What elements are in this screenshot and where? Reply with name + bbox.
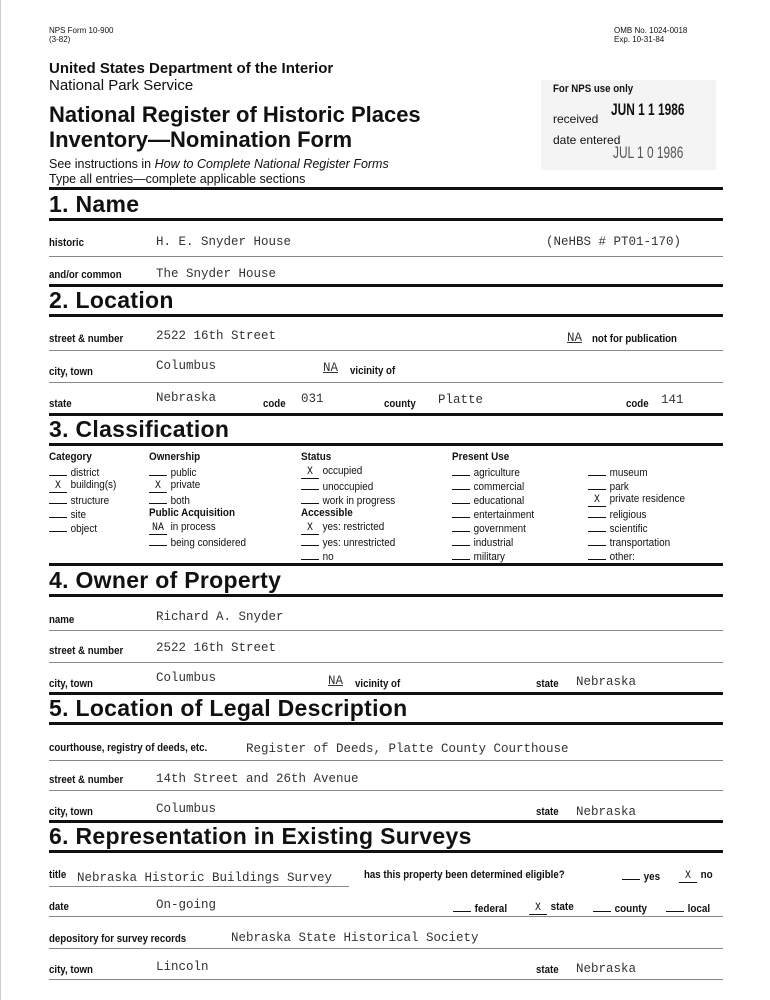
common-label: and/or common (49, 269, 122, 281)
option-label: being considered (170, 537, 247, 549)
entered-stamp: JUL 1 0 1986 (613, 143, 684, 162)
checkbox-mark (301, 535, 319, 546)
checkbox-mark: X (529, 904, 547, 915)
state-code: 031 (301, 392, 324, 406)
legal-street: 14th Street and 26th Avenue (156, 772, 359, 786)
option-label: unoccupied (322, 481, 374, 493)
checkbox-mark: X (149, 482, 167, 493)
level-state[interactable] (529, 901, 574, 915)
legal-state-label: state (536, 806, 559, 818)
option-label: yes: unrestricted (322, 537, 396, 549)
checkbox-option[interactable] (301, 521, 395, 535)
checkbox-option[interactable] (452, 521, 534, 535)
option-label: educational (473, 495, 525, 507)
legal-city: Columbus (156, 802, 217, 816)
checkbox-mark: X (301, 468, 319, 479)
checkbox-option[interactable] (301, 535, 395, 549)
divider (49, 850, 723, 853)
form-number: NPS Form 10-900 (49, 26, 114, 35)
option-label: religious (609, 509, 647, 521)
checkbox-mark (666, 901, 684, 912)
option-label: occupied (322, 465, 363, 477)
checkbox-option[interactable] (588, 521, 685, 535)
option-label: military (473, 551, 505, 563)
divider (49, 563, 723, 566)
checkbox-option[interactable] (149, 535, 246, 549)
state-label: state (49, 398, 72, 410)
survey-date-label: date (49, 901, 69, 913)
option-label: scientific (609, 523, 648, 535)
option-label: district (70, 467, 100, 479)
street-label: street & number (49, 333, 124, 345)
checkbox-option[interactable] (452, 479, 534, 493)
level-federal[interactable] (453, 901, 507, 915)
survey-city: Lincoln (156, 960, 209, 974)
survey-date: On-going (156, 898, 217, 912)
nfp-value: NA (567, 331, 583, 345)
level-county[interactable] (593, 901, 647, 915)
checkbox-mark: X (301, 524, 319, 535)
checkbox-option[interactable] (49, 479, 116, 493)
instructions: See instructions in How to Complete National Register Forms (49, 157, 389, 171)
option-label: private (170, 479, 201, 491)
survey-city-label: city, town (49, 964, 93, 976)
checkbox-mark (452, 507, 470, 518)
eligible-yes[interactable] (622, 869, 660, 883)
checkbox-option[interactable] (149, 493, 246, 507)
checkbox-mark (49, 465, 67, 476)
nps-use-only: For NPS use only (553, 83, 634, 95)
present-use-group-2 (588, 465, 685, 563)
eligible-no[interactable] (679, 869, 713, 883)
owner-street-label: street & number (49, 645, 124, 657)
historic-label: historic (49, 237, 84, 249)
checkbox-mark (149, 493, 167, 504)
checkbox-mark (301, 549, 319, 560)
checkbox-option[interactable] (301, 479, 395, 493)
option-label: entertainment (473, 509, 535, 521)
owner-city: Columbus (156, 671, 217, 685)
state-value: Nebraska (156, 391, 217, 405)
option-label: other: (609, 551, 635, 563)
section-4-heading: 4. Owner of Property (49, 567, 282, 593)
county-value: Platte (438, 393, 484, 407)
section-5-heading: 5. Location of Legal Description (49, 695, 408, 721)
option-label: local (687, 903, 711, 915)
checkbox-mark (452, 479, 470, 490)
checkbox-option[interactable] (49, 465, 116, 479)
option-label: no (322, 551, 334, 563)
county-code: 141 (661, 393, 684, 407)
group-title: Accessible (301, 507, 353, 519)
checkbox-mark (49, 493, 67, 504)
group-title: Public Acquisition (149, 507, 235, 519)
checkbox-mark (452, 493, 470, 504)
survey-state: Nebraska (576, 962, 637, 976)
divider (49, 594, 723, 597)
received-stamp: JUN 1 1 1986 (611, 100, 685, 119)
instructions-2: Type all entries—complete applicable sections (49, 172, 306, 186)
divider (49, 187, 723, 190)
field-line (49, 948, 723, 949)
ownership-group (149, 451, 246, 549)
checkbox-option[interactable] (588, 465, 685, 479)
option-label: park (609, 481, 629, 493)
checkbox-mark (49, 521, 67, 532)
option-label: site (70, 509, 87, 521)
divider (49, 722, 723, 725)
checkbox-mark (588, 535, 606, 546)
option-label: government (473, 523, 526, 535)
checkbox-mark (452, 535, 470, 546)
field-line (49, 886, 349, 887)
checkbox-mark: X (679, 872, 697, 883)
checkbox-mark: X (588, 496, 606, 507)
courthouse-value: Register of Deeds, Platte County Courthouse (246, 742, 569, 756)
date-entered-label: date entered (553, 133, 621, 147)
legal-state: Nebraska (576, 805, 637, 819)
checkbox-mark (588, 465, 606, 476)
option-label: industrial (473, 537, 514, 549)
checkbox-option[interactable] (49, 521, 116, 535)
field-line (49, 790, 723, 791)
depository-label: depository for survey records (49, 933, 187, 945)
owner-state: Nebraska (576, 675, 637, 689)
option-label: structure (70, 495, 110, 507)
checkbox-option[interactable] (301, 465, 395, 479)
group-title: Category (49, 451, 92, 463)
omb-number: OMB No. 1024-0018 (614, 26, 688, 35)
option-label: private residence (609, 493, 686, 505)
option-label: agriculture (473, 467, 520, 479)
field-line (49, 662, 723, 663)
received-label: received (553, 112, 599, 126)
owner-vicinity-value: NA (328, 674, 344, 688)
checkbox-mark (593, 901, 611, 912)
section-6-heading: 6. Representation in Existing Surveys (49, 823, 472, 849)
historic-name: H. E. Snyder House (156, 235, 292, 249)
form-title-2: Inventory—Nomination Form (49, 127, 353, 152)
common-name: The Snyder House (156, 267, 277, 281)
checkbox-mark (49, 507, 67, 518)
option-label: in process (170, 521, 216, 533)
checkbox-mark (453, 901, 471, 912)
checkbox-option[interactable] (452, 507, 534, 521)
form-title-1: National Register of Historic Places (49, 102, 421, 127)
checkbox-option[interactable] (149, 479, 246, 493)
field-line (49, 760, 723, 761)
option-label: public (170, 467, 197, 479)
nfp-label: not for publication (592, 333, 677, 345)
city-value: Columbus (156, 359, 217, 373)
checkbox-option[interactable] (588, 479, 685, 493)
option-label: county (614, 903, 648, 915)
courthouse-label: courthouse, registry of deeds, etc. (49, 742, 208, 754)
checkbox-mark (588, 479, 606, 490)
checkbox-option[interactable] (149, 465, 246, 479)
checkbox-option[interactable] (301, 549, 395, 563)
eligible-question: has this property been determined eligible? (364, 869, 565, 881)
survey-title: Nebraska Historic Buildings Survey (77, 871, 333, 885)
field-line (49, 382, 723, 383)
owner-city-label: city, town (49, 678, 93, 690)
checkbox-option[interactable] (588, 493, 685, 507)
vicinity-value: NA (323, 361, 339, 375)
expiration: Exp. 10-31-84 (614, 35, 665, 44)
option-label: commercial (473, 481, 525, 493)
group-title: Status (301, 451, 332, 463)
checkbox-option[interactable] (49, 507, 116, 521)
agency: National Park Service (49, 77, 194, 94)
option-label: state (550, 901, 574, 913)
divider (49, 314, 723, 317)
checkbox-mark (301, 493, 319, 504)
divider (49, 443, 723, 446)
owner-state-label: state (536, 678, 559, 690)
nehbs-number: (NeHBS # PT01-170) (546, 235, 682, 249)
option-label: yes: restricted (322, 521, 385, 533)
vicinity-label: vicinity of (350, 365, 396, 377)
divider (49, 218, 723, 221)
option-label: transportation (609, 537, 671, 549)
form-date: (3-82) (49, 35, 71, 44)
survey-title-label: title (49, 869, 67, 881)
option-label: work in progress (322, 495, 396, 507)
code-label-2: code (626, 398, 649, 410)
checkbox-mark: NA (149, 524, 167, 535)
checkbox-mark (149, 465, 167, 476)
depository-value: Nebraska State Historical Society (231, 931, 479, 945)
status-group (301, 451, 395, 563)
option-label: federal (474, 903, 508, 915)
field-line (49, 630, 723, 631)
checkbox-option[interactable] (452, 465, 534, 479)
checkbox-mark (452, 465, 470, 476)
field-line (49, 979, 723, 980)
category-group (49, 451, 116, 535)
group-title: Ownership (149, 451, 201, 463)
owner-street: 2522 16th Street (156, 641, 277, 655)
checkbox-option[interactable] (588, 549, 685, 563)
section-2-heading: 2. Location (49, 287, 174, 313)
legal-street-label: street & number (49, 774, 124, 786)
department: United States Department of the Interior (49, 60, 334, 77)
checkbox-mark (588, 507, 606, 518)
section-3-heading: 3. Classification (49, 416, 230, 442)
option-label: building(s) (70, 479, 117, 491)
checkbox-option[interactable] (452, 535, 534, 549)
checkbox-option[interactable] (588, 535, 685, 549)
checkbox-option[interactable] (301, 493, 395, 507)
checkbox-mark (149, 535, 167, 546)
checkbox-mark (588, 549, 606, 560)
field-line (49, 916, 723, 917)
option-label: museum (609, 467, 648, 479)
checkbox-option[interactable] (452, 549, 534, 563)
option-label: yes (643, 871, 661, 883)
option-label: object (70, 523, 98, 535)
field-line (49, 350, 723, 351)
checkbox-mark (452, 549, 470, 560)
checkbox-option[interactable] (452, 493, 534, 507)
checkbox-option[interactable] (49, 493, 116, 507)
owner-name-label: name (49, 614, 75, 626)
survey-state-label: state (536, 964, 559, 976)
owner-vicinity-label: vicinity of (355, 678, 401, 690)
legal-city-label: city, town (49, 806, 93, 818)
checkbox-mark: X (49, 482, 67, 493)
city-label: city, town (49, 366, 93, 378)
group-title: Present Use (452, 451, 510, 463)
checkbox-option[interactable] (149, 521, 246, 535)
section-1-heading: 1. Name (49, 191, 140, 217)
checkbox-mark (301, 479, 319, 490)
option-label: no (700, 869, 713, 881)
checkbox-option[interactable] (588, 507, 685, 521)
owner-name: Richard A. Snyder (156, 610, 284, 624)
checkbox-mark (452, 521, 470, 532)
level-local[interactable] (666, 901, 710, 915)
code-label: code (263, 398, 286, 410)
option-label: both (170, 495, 190, 507)
present-use-group (452, 451, 534, 563)
county-label: county (384, 398, 416, 410)
checkbox-mark (622, 869, 640, 880)
street-value: 2522 16th Street (156, 329, 277, 343)
field-line (49, 256, 723, 257)
checkbox-mark (588, 521, 606, 532)
